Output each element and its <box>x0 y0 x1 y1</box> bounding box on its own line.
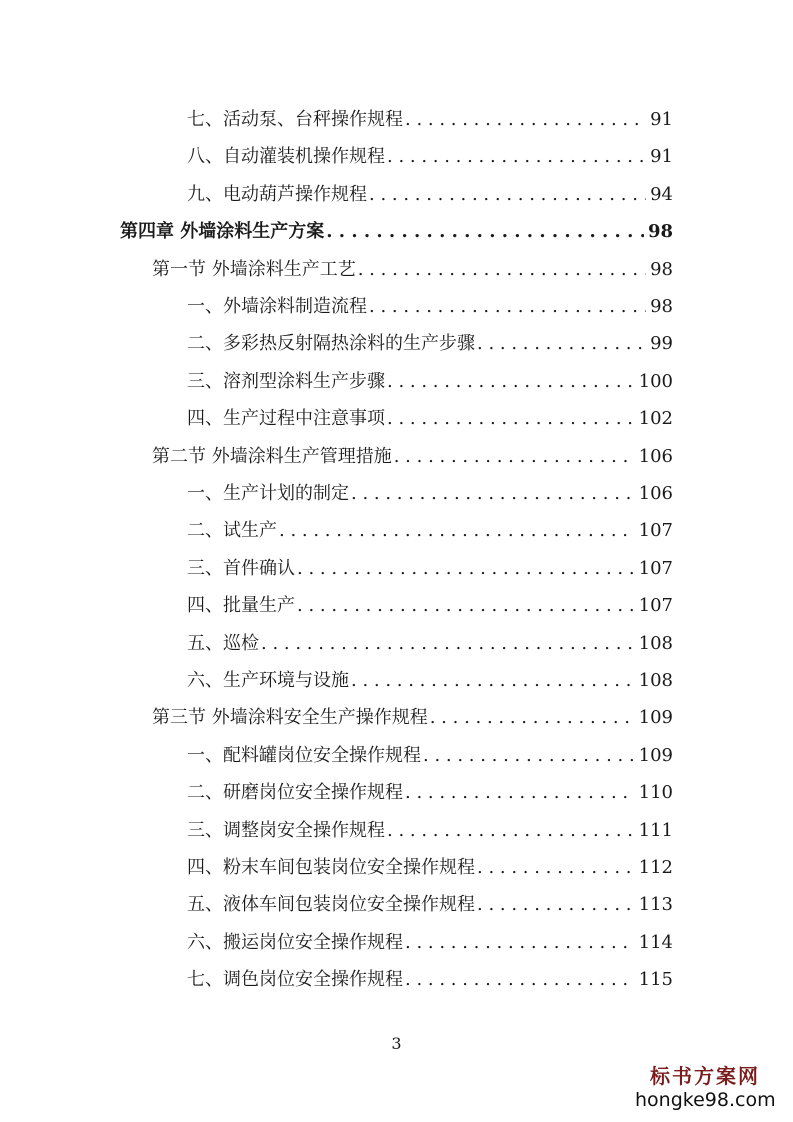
toc-entry-title: 一、生产计划的制定 <box>187 483 349 504</box>
toc-entry-title: 四、粉末车间包装岗位安全操作规程 <box>187 857 475 878</box>
toc-dot-leader <box>477 326 646 362</box>
toc-dot-leader <box>387 813 635 849</box>
toc-entry-title: 四、批量生产 <box>187 595 295 617</box>
toc-entry-page: 108 <box>638 632 673 654</box>
toc-entry-page: 110 <box>638 782 673 804</box>
toc-entry-title: 八、自动灌装机操作规程 <box>187 146 385 168</box>
toc-entry-page: 94 <box>650 183 673 205</box>
toc-item-entry[interactable] <box>187 177 673 213</box>
toc-dot-leader <box>387 139 646 175</box>
toc-item-entry[interactable] <box>187 139 673 175</box>
toc-dot-leader <box>394 439 635 475</box>
toc-dot-leader <box>387 364 635 400</box>
toc-entry-title: 第三节 外墙涂料安全生产操作规程 <box>152 707 428 729</box>
toc-entry-page: 100 <box>638 370 673 392</box>
toc-item-entry[interactable] <box>187 663 673 699</box>
toc-entry-page: 113 <box>638 894 673 916</box>
toc-entry-title: 七、调色岗位安全操作规程 <box>187 969 403 991</box>
toc-entry-title: 三、调整岗安全操作规程 <box>187 819 385 841</box>
toc-dot-leader <box>351 663 635 699</box>
toc-entry-page: 99 <box>650 333 673 355</box>
toc-item-entry[interactable] <box>187 925 673 961</box>
toc-entry-page: 107 <box>638 595 673 617</box>
toc-dot-leader <box>326 214 644 250</box>
toc-dot-leader <box>297 551 635 587</box>
page-number: 3 <box>391 1034 402 1053</box>
toc-entry-title: 二、多彩热反射隔热涂料的生产步骤 <box>187 333 475 355</box>
toc-entry-title: 三、溶剂型涂料生产步骤 <box>187 370 385 392</box>
toc-entry-page: 107 <box>638 520 673 542</box>
toc-entry-page: 91 <box>650 109 673 130</box>
toc-item-entry[interactable] <box>187 775 673 811</box>
toc-entry-title: 第四章 外墙涂料生产方案 <box>120 221 325 243</box>
toc-item-entry[interactable] <box>187 551 673 587</box>
toc-entry-title: 三、首件确认 <box>187 557 295 579</box>
toc-entry-title: 二、试生产 <box>187 520 277 542</box>
watermark-url: hongke98.com <box>635 1089 776 1111</box>
toc-entry-title: 第一节 外墙涂料生产工艺 <box>152 258 356 280</box>
toc-chapter-entry[interactable] <box>120 214 673 250</box>
toc-entry-title: 一、外墙涂料制造流程 <box>187 296 367 317</box>
toc-entry-page: 102 <box>638 408 673 430</box>
toc-entry-page: 98 <box>647 221 673 243</box>
toc-dot-leader <box>405 962 635 998</box>
toc-entry-page: 106 <box>638 445 673 467</box>
toc-dot-leader <box>351 476 635 512</box>
toc-entry-title: 第二节 外墙涂料生产管理措施 <box>152 445 392 467</box>
toc-dot-leader <box>279 513 635 549</box>
toc-item-entry[interactable] <box>187 813 673 849</box>
toc-entry-title: 七、活动泵、台秤操作规程 <box>187 109 403 130</box>
toc-item-entry[interactable] <box>187 513 673 549</box>
toc-dot-leader <box>387 401 635 437</box>
toc-entry-title: 五、液体车间包装岗位安全操作规程 <box>187 894 475 916</box>
toc-entry-page: 98 <box>650 258 673 280</box>
toc-item-entry[interactable] <box>187 289 673 325</box>
toc-entry-page: 115 <box>638 969 673 991</box>
toc-entry-page: 114 <box>638 931 673 953</box>
toc-dot-leader <box>405 102 646 138</box>
toc-item-entry[interactable] <box>187 326 673 362</box>
toc-item-entry[interactable] <box>187 364 673 400</box>
toc-dot-leader <box>369 289 646 325</box>
toc-dot-leader <box>369 177 646 213</box>
toc-entry-page: 112 <box>638 857 673 878</box>
toc-item-entry[interactable] <box>187 401 673 437</box>
toc-entry-title: 六、生产环境与设施 <box>187 670 349 691</box>
toc-dot-leader <box>430 700 635 736</box>
toc-entry-page: 109 <box>638 744 673 766</box>
toc-entry-page: 91 <box>650 146 673 168</box>
toc-item-entry[interactable] <box>187 962 673 998</box>
toc-dot-leader <box>297 588 635 624</box>
toc-item-entry[interactable] <box>187 102 673 138</box>
toc-entry-title: 六、搬运岗位安全操作规程 <box>187 931 403 953</box>
toc-section-entry[interactable] <box>152 439 673 475</box>
watermark-logo <box>635 1064 775 1112</box>
toc-entry-title: 四、生产过程中注意事项 <box>187 408 385 430</box>
toc-item-entry[interactable] <box>187 626 673 662</box>
toc-entry-page: 98 <box>650 296 673 317</box>
toc-item-entry[interactable] <box>187 738 673 774</box>
toc-item-entry[interactable] <box>187 588 673 624</box>
toc-dot-leader <box>261 626 635 662</box>
toc-dot-leader <box>405 925 635 961</box>
toc-entry-title: 一、配料罐岗位安全操作规程 <box>187 744 421 766</box>
toc-item-entry[interactable] <box>187 850 673 886</box>
toc-entry-page: 107 <box>638 557 673 579</box>
watermark-name: 标书方案网 <box>650 1064 760 1088</box>
toc-item-entry[interactable] <box>187 476 673 512</box>
toc-entry-page: 111 <box>638 819 673 841</box>
toc-dot-leader <box>405 775 635 811</box>
toc-dot-leader <box>423 738 635 774</box>
toc-entry-page: 106 <box>638 483 673 504</box>
toc-dot-leader <box>358 252 646 288</box>
toc-section-entry[interactable] <box>152 700 673 736</box>
toc-entry-page: 109 <box>638 707 673 729</box>
toc-entry-page: 108 <box>638 670 673 691</box>
toc-dot-leader <box>477 850 635 886</box>
toc-dot-leader <box>477 887 635 923</box>
toc-entry-title: 二、研磨岗位安全操作规程 <box>187 782 403 804</box>
toc-entry-title: 九、电动葫芦操作规程 <box>187 183 367 205</box>
toc-section-entry[interactable] <box>152 252 673 288</box>
toc-entry-title: 五、巡检 <box>187 632 259 654</box>
toc-item-entry[interactable] <box>187 887 673 923</box>
